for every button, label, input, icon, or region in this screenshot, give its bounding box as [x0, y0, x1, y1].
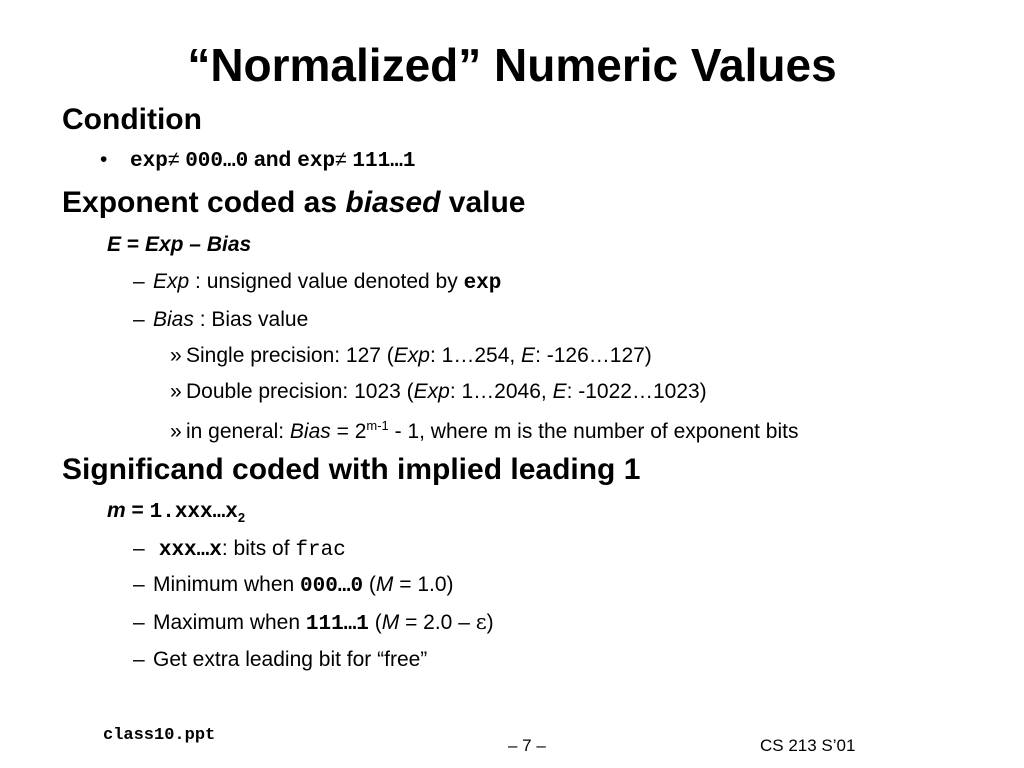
single-exp: Exp: [393, 344, 430, 367]
maximum-m: M: [381, 611, 400, 634]
footer-filename: class10.ppt: [103, 726, 216, 745]
extra-bit-text: Get extra leading bit for “free”: [153, 648, 428, 671]
double-e: E: [552, 380, 567, 403]
maximum-value: = 2.0 –: [399, 611, 476, 634]
general-power: = 2: [330, 420, 367, 443]
exponent-formula: [107, 233, 251, 257]
formula-subscript: 2: [237, 510, 246, 526]
general-tail: - 1, where m is the number of exponent bits: [388, 420, 799, 443]
formula-equals: =: [121, 233, 145, 256]
dash-icon: –: [133, 573, 145, 596]
double-precision-item: [170, 380, 707, 404]
bits-description: : bits of: [221, 537, 296, 560]
dash-icon: –: [133, 270, 145, 293]
paren-open: (: [368, 611, 382, 634]
raquo-icon: »: [170, 344, 182, 367]
exp-term: Exp: [153, 270, 190, 293]
general-superscript: m-1: [366, 418, 389, 433]
formula-value: 1.xxx…x: [149, 501, 238, 524]
not-equal-symbol: ≠: [335, 148, 347, 171]
biased-word: biased: [345, 186, 441, 219]
epsilon-symbol: ε: [475, 610, 487, 634]
single-text: Single precision: 127 (: [186, 344, 394, 367]
exp-code: exp: [297, 150, 336, 173]
significand-formula: [107, 499, 245, 525]
footer-course: CS 213 S’01: [760, 736, 856, 755]
bias-description: : Bias value: [193, 308, 309, 331]
minimum-m: M: [375, 573, 394, 596]
minimum-code: 000…0: [300, 575, 364, 598]
double-range: : 1…2046,: [449, 380, 553, 403]
general-bias: Bias: [289, 420, 331, 443]
frac-code: frac: [295, 539, 346, 562]
formula-e: E: [107, 233, 122, 256]
extra-bit-item: [133, 648, 427, 672]
bias-term: Bias: [153, 308, 194, 331]
bits-item: [133, 537, 346, 562]
maximum-code: 111…1: [305, 613, 369, 636]
zeros-code: 000…0: [185, 150, 249, 173]
exponent-heading: [62, 186, 526, 220]
bits-code: xxx…x: [158, 539, 222, 562]
dash-icon: –: [133, 611, 145, 634]
condition-heading: Condition: [62, 103, 202, 136]
not-equal-symbol: ≠: [167, 148, 180, 171]
raquo-icon: »: [170, 380, 182, 403]
single-precision-item: [170, 344, 652, 368]
single-range: : 1…254,: [429, 344, 522, 367]
single-e-range: : -126…127): [535, 344, 652, 367]
exp-definition: [133, 270, 501, 295]
paren-open: (: [363, 573, 376, 596]
single-e: E: [521, 344, 536, 367]
minimum-item: [133, 573, 454, 598]
dash-icon: –: [133, 648, 145, 671]
double-exp: Exp: [413, 380, 450, 403]
footer-page-number: – 7 –: [508, 736, 546, 755]
bullet-icon: •: [100, 148, 108, 171]
exponent-heading-text: Exponent coded as: [62, 186, 346, 219]
minimum-value: = 1.0): [393, 573, 454, 596]
condition-bullet-item: [100, 148, 415, 173]
general-bias-item: [170, 418, 799, 444]
exp-description: : unsigned value denoted by: [189, 270, 464, 293]
exponent-heading-tail: value: [440, 186, 526, 219]
significand-heading: Significand coded with implied leading 1: [62, 453, 641, 486]
exp-code: exp: [130, 150, 168, 173]
double-e-range: : -1022…1023): [566, 380, 707, 403]
bias-definition: [133, 308, 308, 332]
slide-title: “Normalized” Numeric Values: [187, 39, 837, 91]
formula-m: m: [107, 499, 126, 522]
ones-code: 111…1: [352, 150, 416, 173]
exp-code: exp: [463, 272, 502, 295]
general-text: in general:: [186, 420, 290, 443]
minimum-text: Minimum when: [153, 573, 301, 596]
maximum-text: Maximum when: [153, 611, 306, 634]
raquo-icon: »: [170, 420, 182, 443]
paren-close: ): [486, 611, 494, 634]
formula-equals: =: [125, 499, 150, 522]
double-text: Double precision: 1023 (: [186, 380, 414, 403]
formula-rhs: Exp – Bias: [144, 233, 252, 256]
maximum-item: [133, 610, 494, 636]
dash-icon: –: [133, 308, 145, 331]
and-word: and: [254, 148, 292, 171]
dash-icon: –: [133, 537, 145, 560]
